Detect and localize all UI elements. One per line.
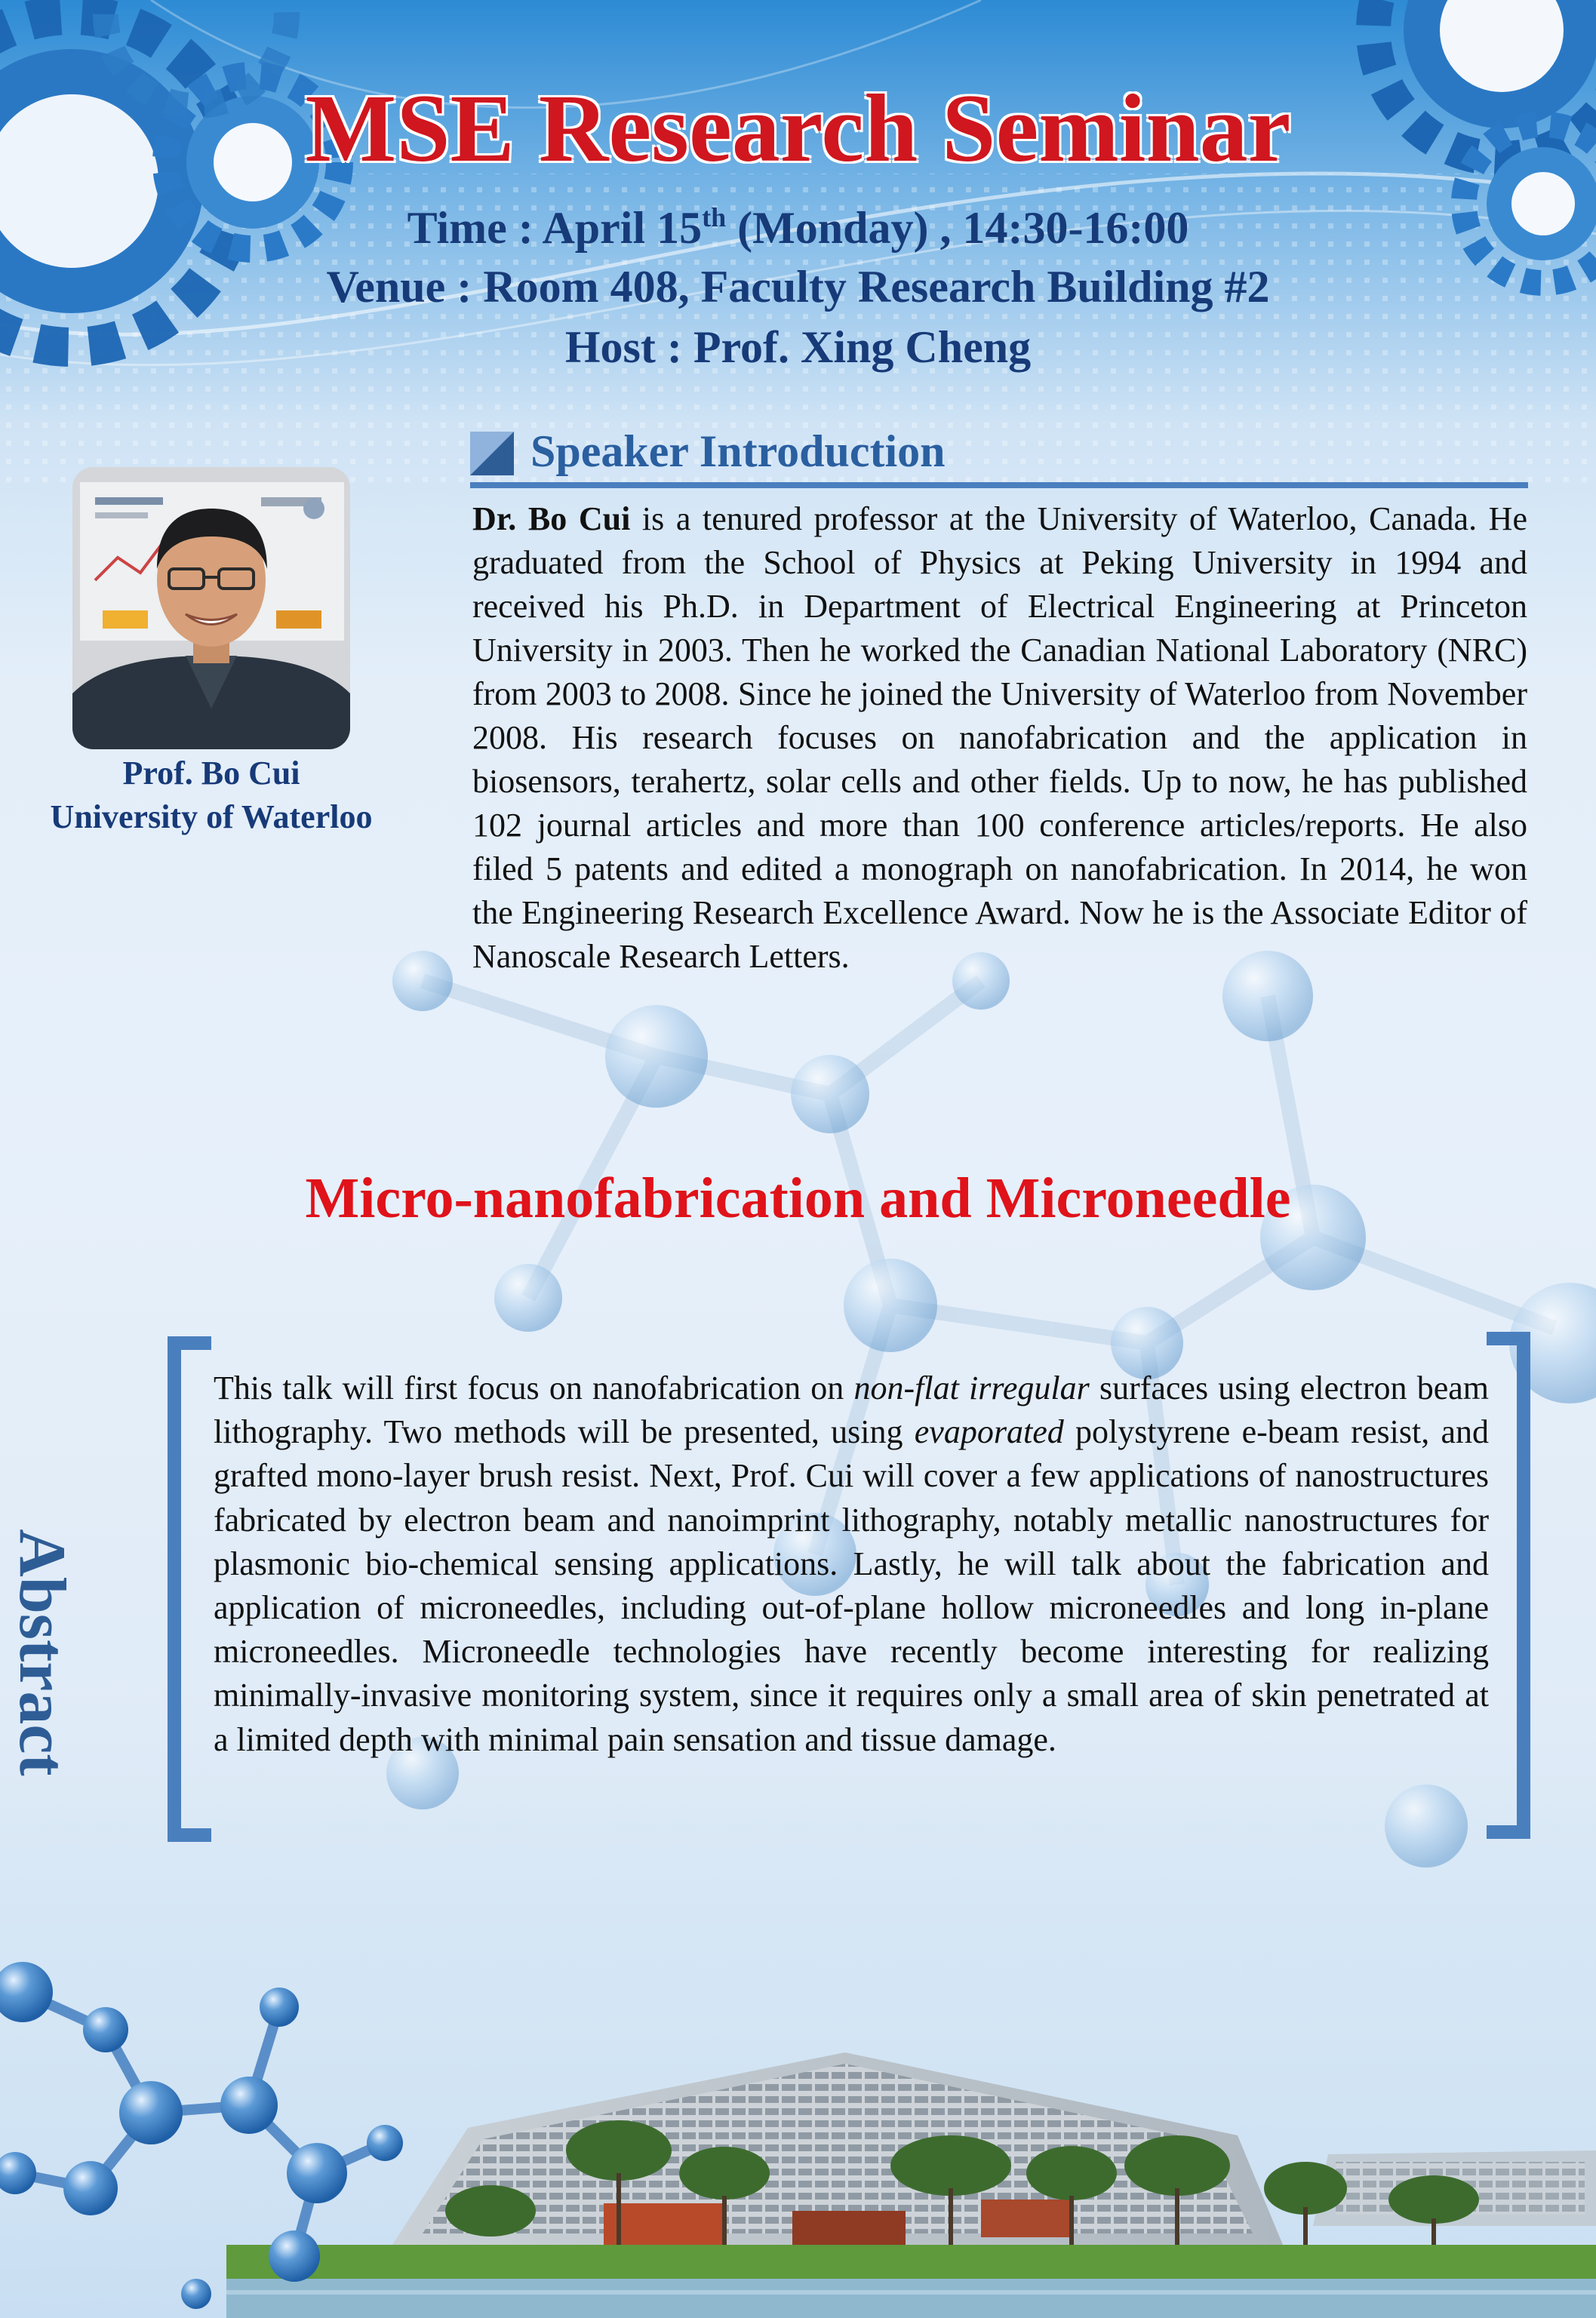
- speaker-bio: [472, 497, 1527, 979]
- right-bracket: [1487, 1332, 1530, 1839]
- abstract-part-3: polystyrene e-beam resist, and grafted mono-layer brush resist. Next, Prof. Cui will cover a few applications of nanostructures fabricated by electron beam and nanoimprint lithography, notably metallic nanostructures for plasmonic bio-chemical sensing applications. Lastly, he will talk about the fabrication and application of microneedles, including out-of-plane hollow microneedles and long in-plane microneedles. Microneedle technologies have recently become interesting for realizing minimally-invasive monitoring system, since it requires only a small area of skin penetrated at a limited depth with minimal pain sensation and tissue damage.: [214, 1413, 1489, 1758]
- abstract-emphasis-1: non-flat irregular: [853, 1370, 1090, 1406]
- abstract-text: [214, 1367, 1489, 1762]
- host-line: Host : Prof. Xing Cheng: [564, 322, 1032, 372]
- abstract-emphasis-2: evaporated: [914, 1413, 1064, 1451]
- section-title: Speaker Introduction: [530, 426, 946, 476]
- abstract-label: Abstract: [5, 1529, 78, 1776]
- section-divider: [470, 482, 1528, 488]
- speaker-photo: [72, 467, 350, 749]
- time-line: [0, 198, 1596, 258]
- bio-text: is a tenured professor at the University of Waterloo, Canada. He graduated from the School of Physics at Peking University in 1994 and received his Ph.D. in Department of Electrical Engineering at Princeton University in 2003. Then he worked the Canadian National Laboratory (NRC) from 2003 to 2008. Since he joined the University of Waterloo from November 2008. His research focuses on nanofabrication and the application in biosensors, terahertz, solar cells and other fields. Up to now, he has published 102 journal articles and more than 100 conference articles/reports. He also filed 5 patents and edited a monograph on nanofabrication. In 2014, he won the Engineering Research Excellence Award. Now he is the Associate Editor of Nanoscale Research Letters.: [472, 500, 1527, 975]
- speaker-name: Prof. Bo Cui: [122, 755, 300, 792]
- time-suffix: (Monday) , 14:30-16:00: [726, 203, 1189, 253]
- abstract-part-2: surfaces using electron beam lithography. Two methods will be presented, using: [214, 1370, 1489, 1451]
- time-prefix: Time : April 15: [407, 203, 703, 253]
- speaker-affiliation: University of Waterloo: [50, 798, 373, 835]
- seminar-title: MSE Research Seminar: [305, 75, 1291, 182]
- time-superscript: th: [702, 202, 727, 232]
- footer-campus-image: [0, 1901, 1596, 2318]
- section-square-icon: [470, 432, 514, 475]
- left-bracket: [168, 1336, 211, 1842]
- speaker-portrait-image: [72, 467, 350, 749]
- venue-line: Venue : Room 408, Faculty Research Building #2: [326, 262, 1270, 312]
- talk-title: Micro-nanofabrication and Microneedle: [305, 1167, 1291, 1230]
- bio-speaker-name: Dr. Bo Cui: [472, 500, 631, 537]
- abstract-part-1: This talk will first focus on nanofabrication on: [214, 1370, 854, 1406]
